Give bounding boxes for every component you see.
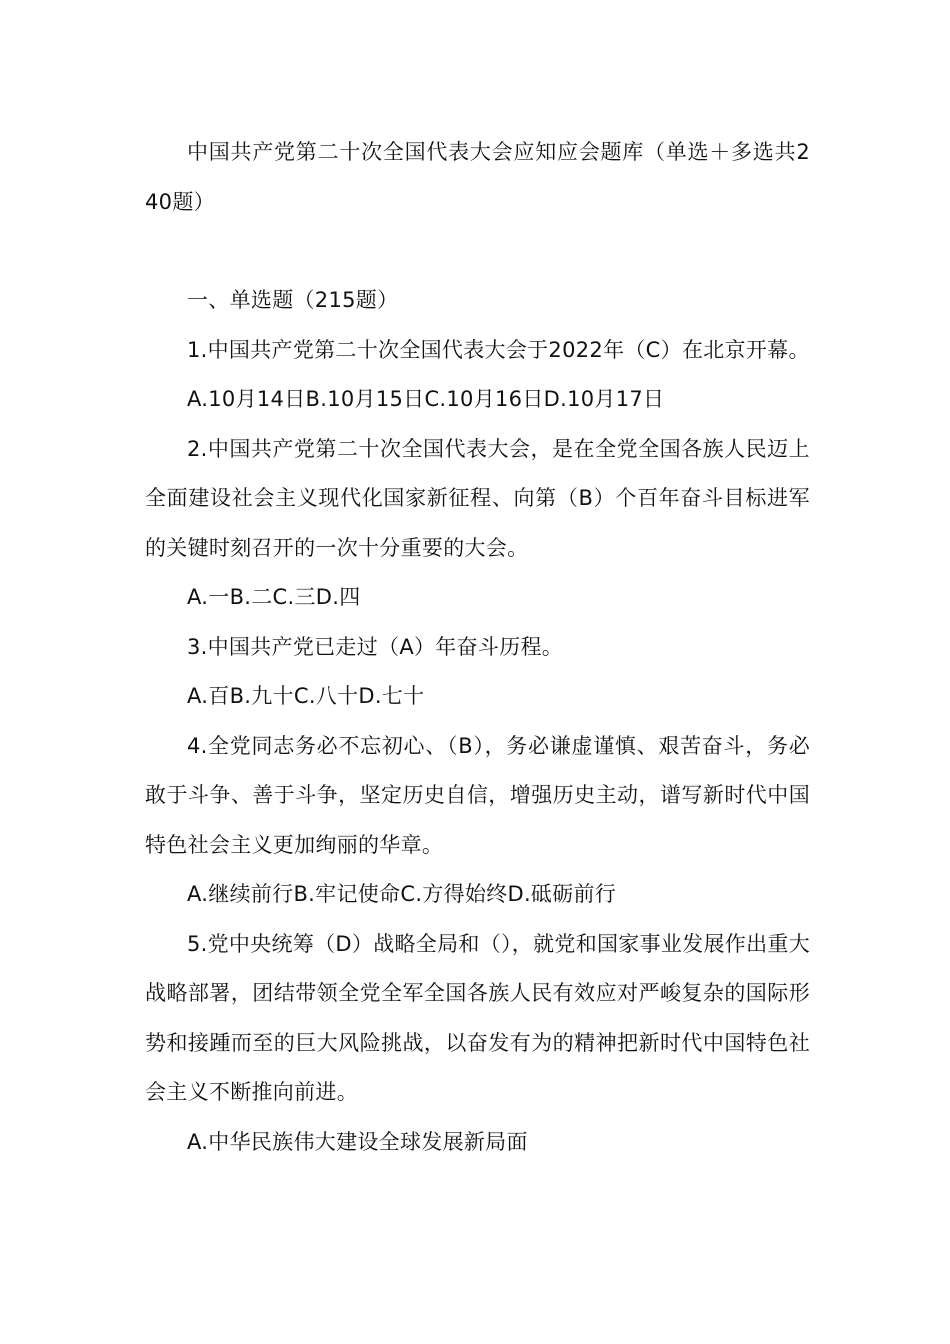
question-5: 5.党中央统筹（D）战略全局和（），就党和国家事业发展作出重大战略部署，团结带领全党全军全国各族人民有效应对严峻复杂的国际形势和接踵而至的巨大风险挑战，以奋发有为的精神把新时代中国特色社会主义不断推向前进。 [145,931,811,1104]
document-title: 中国共产党第二十次全国代表大会应知应会题库（单选＋多选共240题） [145,140,810,214]
question-1-options: A.10月14日B.10月15日C.10月16日D.10月17日 [187,387,665,411]
section-heading: 一、单选题（215题） [187,288,399,312]
question-3: 3.中国共产党已走过（A）年奋斗历程。 [187,634,564,659]
question-5-option-a: A.中华民族伟大建设全球发展新局面 [187,1129,528,1154]
question-4-options: A.继续前行B.牢记使命C.方得始终D.砥砺前行 [187,882,617,906]
question-2-options: A.一B.二C.三D.四 [187,585,361,609]
question-1: 1.中国共产党第二十次全国代表大会于2022年（C）在北京开幕。 [187,337,810,362]
question-2: 2.中国共产党第二十次全国代表大会，是在全党全国各族人民迈上全面建设社会主义现代化国家新征程、向第（B）个百年奋斗目标进军的关键时刻召开的一次十分重要的大会。 [145,436,810,560]
question-4: 4.全党同志务必不忘初心、（B），务必谦虚谨慎、艰苦奋斗，务必敢于斗争、善于斗争，坚定历史自信，增强历史主动，谱写新时代中国特色社会主义更加绚丽的华章。 [145,733,810,857]
document-body [145,128,810,1167]
question-3-options: A.百B.九十C.八十D.七十 [187,684,425,708]
